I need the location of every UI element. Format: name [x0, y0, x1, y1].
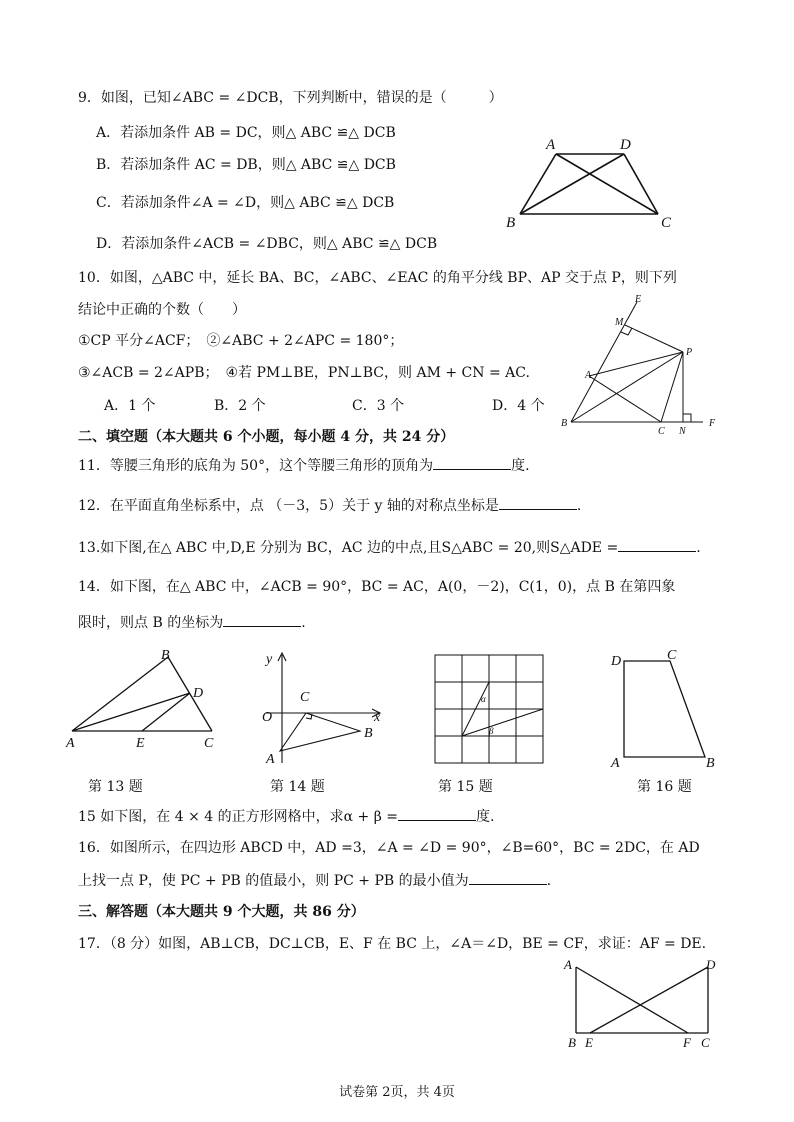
fig16-caption: 第 16 题 — [637, 779, 692, 795]
fig16-label-c: C — [667, 648, 677, 663]
q9-label-b: B — [506, 215, 516, 231]
page-footer: 试卷第 2页，共 4页 — [339, 1085, 455, 1100]
q10-figure — [555, 294, 725, 439]
q14-tail: . — [301, 615, 306, 631]
fig16-label-a: A — [611, 756, 620, 771]
q16-line2 — [78, 870, 551, 891]
q16-text: 上找一点 P，使 PC + PB 的值最小，则 PC + PB 的最小值为 — [78, 873, 469, 889]
q13-answer-blank[interactable] — [618, 537, 696, 552]
fig13-label-d: D — [193, 686, 204, 701]
q17-label-c: C — [701, 1035, 710, 1050]
fig14-caption: 第 14 题 — [270, 779, 325, 795]
q17-label-f: F — [683, 1035, 691, 1050]
q17-label-e: E — [585, 1035, 593, 1050]
q17-text: 17．（8 分）如图，AB⊥CB，DC⊥CB，E、F 在 BC 上，∠A＝∠D，BE = CF，求证：AF = DE. — [78, 936, 707, 952]
fig15-grid — [434, 654, 546, 766]
fig13-label-a: A — [66, 736, 75, 751]
q13-text: 13.如下图,在△ ABC 中,D,E 分别为 BC，AC 边的中点,且S△ABC = 20,则S△ADE = — [78, 540, 619, 556]
q9-label-c: C — [661, 215, 672, 231]
q10-label-e: E — [635, 294, 642, 305]
fig16-label-d: D — [611, 654, 622, 669]
fig14-label-y: y — [266, 652, 273, 667]
q12-tail: . — [576, 498, 582, 514]
q9-label-d: D — [620, 137, 631, 153]
fig14-coordinate-figure — [252, 645, 392, 770]
fig15-label-alpha: α — [481, 694, 486, 704]
q11-tail: 度. — [511, 458, 530, 474]
q10-choice-a: A．1 个 — [104, 398, 156, 414]
q10-label-f: F — [709, 418, 716, 429]
q11-text: 11．等腰三角形的底角为 50°，这个等腰三角形的顶角为 — [78, 458, 434, 474]
q14-line2 — [78, 612, 306, 633]
q10-label-p: P — [686, 347, 693, 358]
q16-answer-blank[interactable] — [469, 870, 547, 885]
fig14-label-a: A — [266, 752, 275, 767]
q9-label-a: A — [546, 137, 556, 153]
q10-stem-line1: 10．如图，△ABC 中，延长 BA、BC，∠ABC、∠EAC 的角平分线 BP、AP 交于点 P，则下列 — [78, 270, 677, 286]
fig16-label-b: B — [706, 756, 715, 771]
q10-stem-line2: 结论中正确的个数（ ） — [78, 302, 246, 318]
q17-figure — [560, 955, 720, 1055]
q9-option-d: D．若添加条件∠ACB = ∠DBC，则△ ABC ≌△ DCB — [96, 236, 438, 252]
q9-stem: 9．如图，已知∠ABC = ∠DCB，下列判断中，错误的是（ ） — [78, 90, 503, 106]
q10-choice-b: B．2 个 — [214, 398, 266, 414]
fig14-label-o: O — [262, 710, 273, 725]
fig15-caption: 第 15 题 — [438, 779, 493, 795]
q17-label-b: B — [568, 1035, 576, 1050]
section-solution-heading: 三、解答题（本大题共 9 个大题，共 86 分） — [78, 904, 365, 920]
q12-answer-blank[interactable] — [499, 495, 577, 510]
q10-choice-c: C．3 个 — [352, 398, 405, 414]
q12-text: 12．在平面直角坐标系中，点 （－3，5）关于 y 轴的对称点坐标是 — [78, 498, 499, 514]
q10-label-a: A — [585, 370, 592, 381]
q15-text: 15 如下图，在 4 × 4 的正方形网格中，求α + β = — [78, 809, 398, 825]
q10-label-m: M — [615, 317, 624, 328]
q16-tail: . — [546, 873, 552, 889]
fig13-label-e: E — [136, 736, 145, 751]
q9-option-c: C．若添加条件∠A = ∠D，则△ ABC ≌△ DCB — [96, 195, 395, 211]
q10-label-b: B — [561, 418, 568, 429]
section-fill-in-heading: 二、填空题（本大题共 6 个小题，每小题 4 分，共 24 分） — [78, 429, 455, 445]
fig13-triangle — [60, 645, 230, 750]
q9-option-b: B．若添加条件 AC = DB，则△ ABC ≌△ DCB — [96, 157, 396, 173]
fig15-label-beta: β — [489, 726, 494, 736]
q10-label-n: N — [679, 426, 686, 437]
q14-answer-blank[interactable] — [223, 612, 301, 627]
q17-label-a: A — [564, 957, 572, 972]
q14-line1: 14．如下图，在△ ABC 中，∠ACB = 90°，BC = AC，A(0，－2)，C(1，0)，点 B 在第四象 — [78, 579, 676, 595]
q10-statement-1-2: ①CP 平分∠ACF； ②∠ABC + 2∠APC = 180°； — [78, 333, 404, 349]
fig13-caption: 第 13 题 — [88, 779, 143, 795]
q15-tail: 度. — [475, 809, 495, 825]
q14-text: 限时，则点 B 的坐标为 — [78, 615, 224, 631]
q13 — [78, 537, 701, 558]
fig13-label-c: C — [204, 736, 214, 751]
q11 — [78, 455, 530, 476]
q12 — [78, 495, 581, 516]
q10-label-c: C — [658, 426, 665, 437]
fig16-quadrilateral — [605, 645, 725, 775]
fig14-label-x: x — [374, 710, 381, 725]
q17-label-d: D — [706, 957, 716, 972]
q10-choice-d: D．4 个 — [492, 398, 545, 414]
q15-answer-blank[interactable] — [398, 806, 476, 821]
q9-option-a: A．若添加条件 AB = DC，则△ ABC ≌△ DCB — [96, 125, 396, 141]
q9-figure — [500, 132, 680, 232]
q15 — [78, 806, 494, 827]
q16-line1: 16．如图所示，在四边形 ABCD 中，AD =3，∠A = ∠D = 90°，∠B=60°，BC = 2DC，在 AD — [78, 840, 700, 856]
fig14-label-c: C — [300, 690, 310, 705]
q10-statement-3-4: ③∠ACB = 2∠APB； ④若 PM⊥BE，PN⊥BC，则 AM + CN = AC. — [78, 365, 530, 381]
fig14-label-b: B — [364, 726, 373, 741]
fig13-label-b: B — [161, 648, 170, 663]
q13-tail: . — [696, 540, 701, 556]
q11-answer-blank[interactable] — [433, 455, 511, 470]
